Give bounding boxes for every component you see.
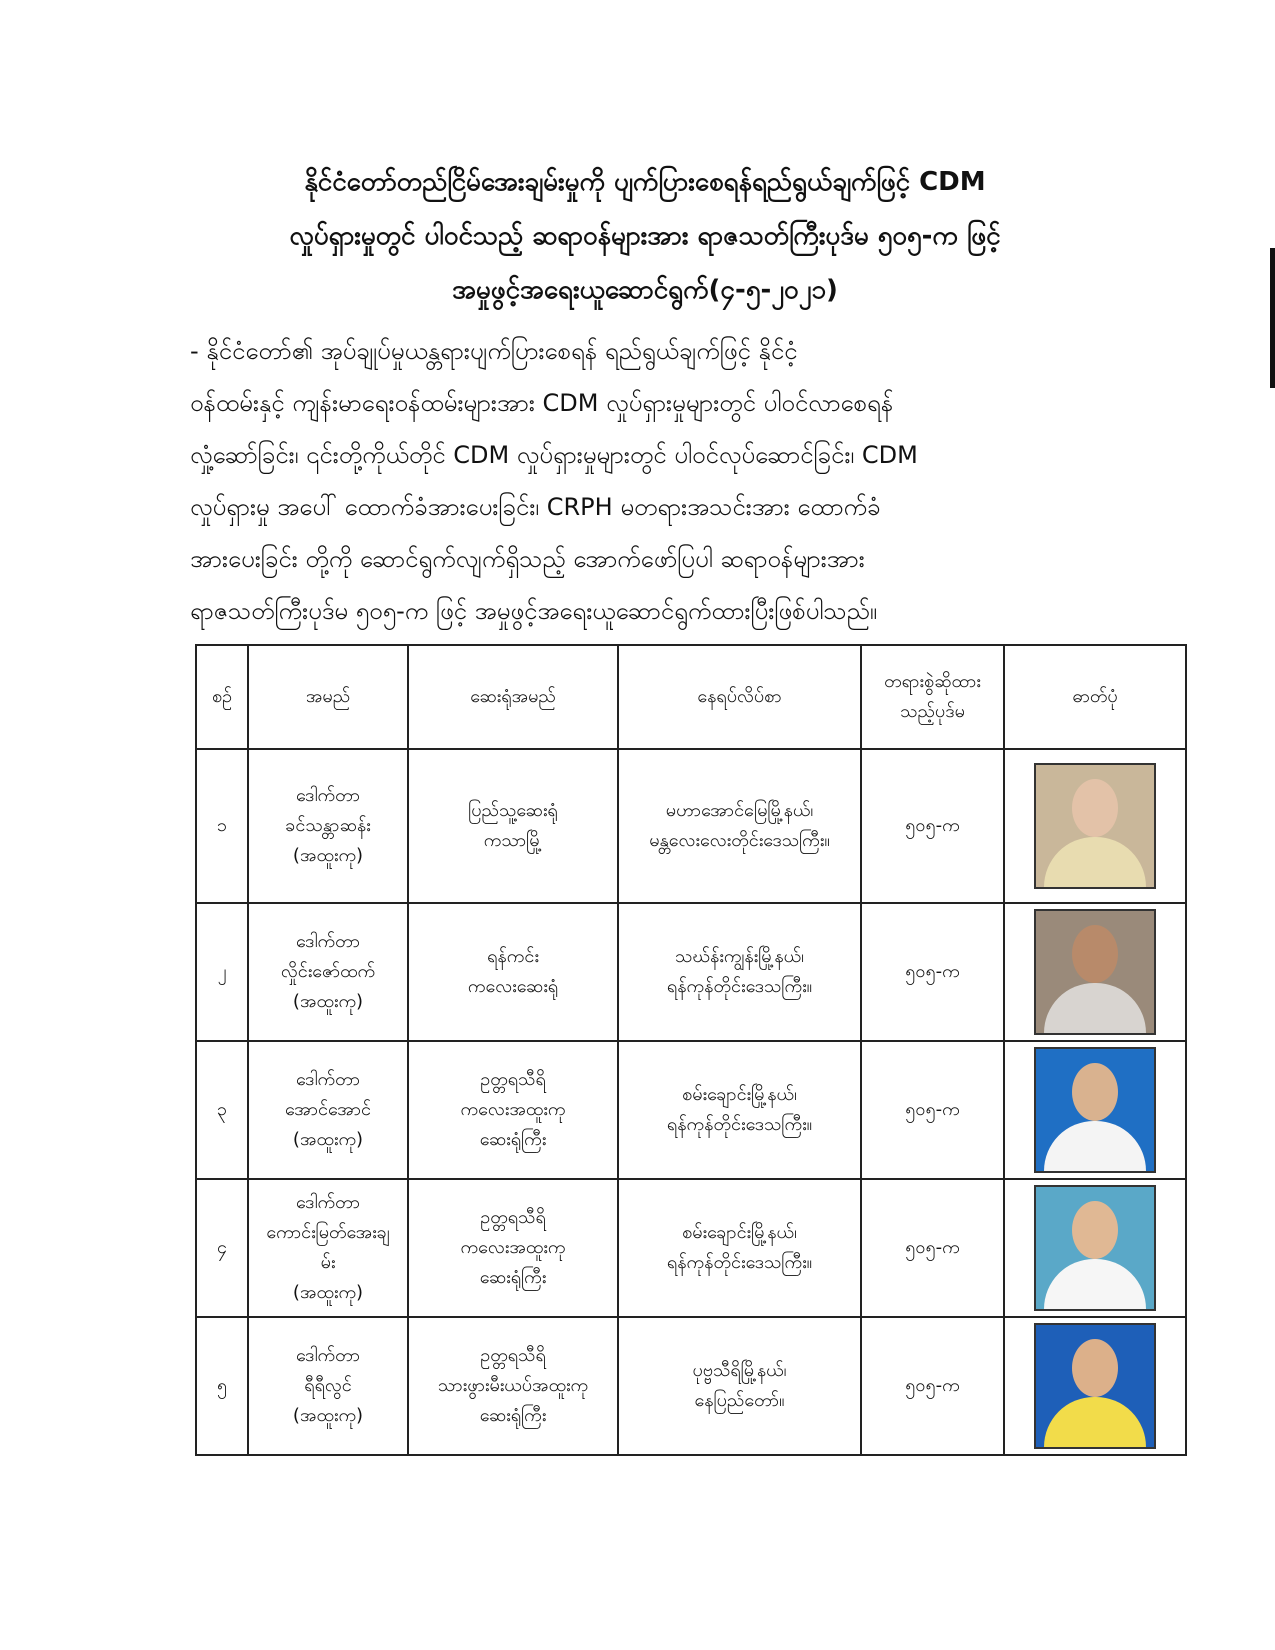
- body-line: လှုပ်ရှားမှု အပေါ် ထောက်ခံအားပေးခြင်း၊ CRPH မတရားအသင်းအား ထောက်ခံ: [190, 493, 881, 521]
- cell-address: မဟာအောင်မြေမြို့နယ်၊ မန္တလေးလေးတိုင်းဒေသကြီး။: [618, 749, 861, 903]
- photo-shoulders: [1044, 837, 1146, 889]
- photo-head: [1072, 925, 1118, 983]
- cell-section: ၅၀၅-က: [861, 1179, 1004, 1317]
- cell-hospital: ရန်ကင်း ကလေးဆေးရုံ: [408, 903, 618, 1041]
- cell-section: ၅၀၅-က: [861, 749, 1004, 903]
- body-line: ရာဇသတ်ကြီးပုဒ်မ ၅၀၅-က ဖြင့် အမှုဖွင့်အရေးယူဆောင်ရွက်ထားပြီးဖြစ်ပါသည်။: [190, 597, 878, 625]
- cell-address: သဃ်န်းကျွန်းမြို့နယ်၊ ရန်ကုန်တိုင်းဒေသကြီး။: [618, 903, 861, 1041]
- title-line: အမှုဖွင့်အရေးယူဆောင်ရွက်(၄-၅-၂၀၂၁): [452, 275, 838, 305]
- table-row: [196, 1179, 1186, 1317]
- cell-photo: [1004, 1179, 1186, 1317]
- title-line: လှုပ်ရှားမှုတွင် ပါဝင်သည့် ဆရာဝန်များအား ရာဇသတ်ကြီးပုဒ်မ ၅၀၅-က ဖြင့်: [289, 221, 1001, 251]
- photo-shoulders: [1044, 1121, 1146, 1173]
- document-title: [190, 155, 1100, 317]
- cell-no: ၅: [196, 1317, 248, 1455]
- cell-hospital: ဥတ္တရသီရိ ကလေးအထူးကု ဆေးရုံကြီး: [408, 1179, 618, 1317]
- cell-name: ဒေါက်တာ လှိုင်းဇော်ထက် (အထူးကု): [248, 903, 408, 1041]
- photo-shoulders: [1044, 1259, 1146, 1311]
- cell-address: စမ်းချောင်းမြို့နယ်၊ ရန်ကုန်တိုင်းဒေသကြီး။: [618, 1041, 861, 1179]
- person-photo: [1034, 1047, 1156, 1173]
- title-line: နိုင်ငံတော်တည်ငြိမ်အေးချမ်းမှုကို ပျက်ပြားစေရန်ရည်ရွယ်ချက်ဖြင့် CDM: [304, 167, 986, 197]
- table-row: [196, 749, 1186, 903]
- photo-head: [1072, 1201, 1118, 1259]
- body-line: ဝန်ထမ်းနှင့် ကျန်းမာရေးဝန်ထမ်းများအား CDM လှုပ်ရှားမှုများတွင် ပါဝင်လာစေရန်: [190, 389, 894, 417]
- cell-no: ၄: [196, 1179, 248, 1317]
- cell-section: ၅၀၅-က: [861, 1317, 1004, 1455]
- scrollbar-edge: [1270, 248, 1275, 388]
- body-line: - နိုင်ငံတော်၏ အုပ်ချုပ်မှုယန္တရားပျက်ပြားစေရန် ရည်ရွယ်ချက်ဖြင့် နိုင်ငံ့: [190, 337, 798, 365]
- cell-name: ဒေါက်တာ ရီရီလွင် (အထူးကု): [248, 1317, 408, 1455]
- header-no: စဉ်: [196, 645, 248, 749]
- header-address: နေရပ်လိပ်စာ: [618, 645, 861, 749]
- photo-head: [1072, 1339, 1118, 1397]
- cell-no: ၂: [196, 903, 248, 1041]
- cell-no: ၃: [196, 1041, 248, 1179]
- cell-photo: [1004, 1317, 1186, 1455]
- table-row: [196, 903, 1186, 1041]
- header-section: တရားစွဲဆိုထား သည့်ပုဒ်မ: [861, 645, 1004, 749]
- table-header-row: [196, 645, 1186, 749]
- table-row: [196, 1041, 1186, 1179]
- person-photo: [1034, 1323, 1156, 1449]
- doctors-table: [195, 644, 1187, 1456]
- body-line: အားပေးခြင်း တို့ကို ဆောင်ရွက်လျက်ရှိသည့် အောက်ဖော်ပြပါ ဆရာဝန်များအား: [190, 545, 865, 573]
- photo-shoulders: [1044, 983, 1146, 1035]
- cell-address: စမ်းချောင်းမြို့နယ်၊ ရန်ကုန်တိုင်းဒေသကြီး။: [618, 1179, 861, 1317]
- cell-section: ၅၀၅-က: [861, 903, 1004, 1041]
- person-photo: [1034, 1185, 1156, 1311]
- table-row: [196, 1317, 1186, 1455]
- body-line: လှုံ့ဆော်ခြင်း၊ ၎င်းတို့ကိုယ်တိုင် CDM လှုပ်ရှားမှုများတွင် ပါဝင်လုပ်ဆောင်ခြင်း၊ CDM: [190, 441, 918, 469]
- photo-shoulders: [1044, 1397, 1146, 1449]
- cell-no: ၁: [196, 749, 248, 903]
- cell-photo: [1004, 749, 1186, 903]
- person-photo: [1034, 909, 1156, 1035]
- header-name: အမည်: [248, 645, 408, 749]
- photo-head: [1072, 779, 1118, 837]
- cell-name: ဒေါက်တာ ကောင်းမြတ်အေးချ မ်း (အထူးကု): [248, 1179, 408, 1317]
- cell-photo: [1004, 903, 1186, 1041]
- cell-section: ၅၀၅-က: [861, 1041, 1004, 1179]
- cell-photo: [1004, 1041, 1186, 1179]
- cell-name: ဒေါက်တာ အောင်အောင် (အထူးကု): [248, 1041, 408, 1179]
- cell-address: ပုဗ္ဗသီရိမြို့နယ်၊ နေပြည်တော်။: [618, 1317, 861, 1455]
- header-photo: ဓာတ်ပုံ: [1004, 645, 1186, 749]
- header-hospital: ဆေးရုံအမည်: [408, 645, 618, 749]
- person-photo: [1034, 763, 1156, 889]
- cell-hospital: ဥတ္တရသီရိ သားဖွားမီးယပ်အထူးကု ဆေးရုံကြီး: [408, 1317, 618, 1455]
- photo-head: [1072, 1063, 1118, 1121]
- cell-hospital: ဥတ္တရသီရိ ကလေးအထူးကု ဆေးရုံကြီး: [408, 1041, 618, 1179]
- cell-hospital: ပြည်သူ့ဆေးရုံ ကသာမြို့: [408, 749, 618, 903]
- body-paragraph: [190, 325, 1100, 637]
- cell-name: ဒေါက်တာ ခင်သန္တာဆန်း (အထူးကု): [248, 749, 408, 903]
